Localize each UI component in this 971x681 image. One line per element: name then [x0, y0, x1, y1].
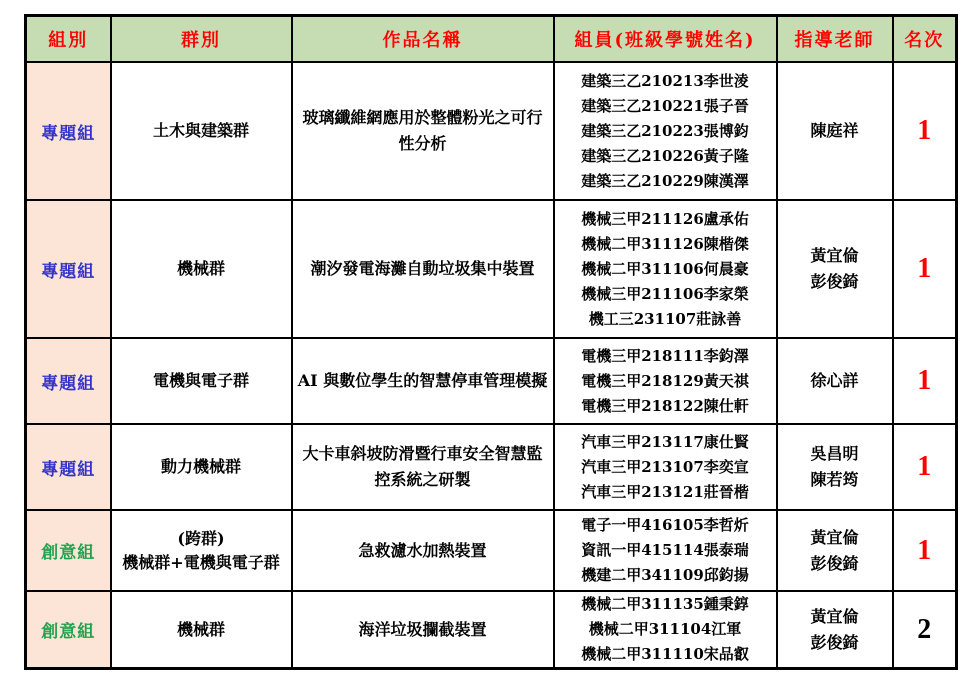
member-line: 機械二甲311126陳楷傑: [581, 234, 749, 253]
work-title-cell: 急救濾水加熱裝置: [292, 510, 554, 591]
group-cell: 專題組: [26, 200, 111, 338]
rank-cell: 1: [893, 200, 957, 338]
member-line: 電機三甲218129黃天祺: [581, 371, 749, 390]
advisor-line: 徐心詳: [810, 371, 859, 390]
advisor-line: 陳庭祥: [810, 121, 859, 140]
rank-cell: 2: [893, 591, 957, 669]
members-cell: [554, 200, 777, 338]
column-header: 指導老師: [777, 16, 893, 63]
category-line: 機械群+電機與電子群: [122, 552, 280, 572]
advisors-cell: [777, 200, 893, 338]
advisors-cell: [777, 510, 893, 591]
table-row: [26, 200, 957, 338]
table-row: [26, 510, 957, 591]
column-header: 作品名稱: [292, 16, 554, 63]
member-line: 建築三乙210229陳漢澤: [581, 171, 749, 190]
rank-cell: 1: [893, 424, 957, 510]
column-header: 組員(班級學號姓名): [554, 16, 777, 63]
advisor-line: 陳若筠: [810, 470, 859, 489]
member-line: 機械三甲211106李家榮: [581, 284, 749, 303]
member-line: 機械二甲311106何晨豪: [581, 259, 749, 278]
group-cell: 專題組: [26, 62, 111, 200]
member-line: 汽車三甲213117康仕賢: [581, 432, 749, 451]
advisor-line: 彭俊錡: [810, 272, 859, 291]
member-line: 建築三乙210223張博鈞: [581, 121, 749, 140]
member-line: 機工三231107莊詠善: [588, 309, 742, 328]
awards-table: [24, 14, 958, 670]
member-line: 機械二甲311110宋品叡: [581, 645, 749, 663]
member-line: 機械二甲311104江軍: [588, 620, 742, 638]
member-line: 電機三甲218111李鈞澤: [581, 346, 749, 365]
table-row: [26, 591, 957, 669]
member-line: 建築三乙210221張子晉: [581, 96, 749, 115]
header-row: [26, 16, 957, 63]
member-line: 汽車三甲213121莊晉楷: [581, 482, 749, 501]
category-line: 土木與建築群: [152, 121, 249, 140]
category-cell: [111, 424, 292, 510]
work-title-cell: 潮汐發電海灘自動垃圾集中裝置: [292, 200, 554, 338]
advisors-cell: [777, 62, 893, 200]
category-line: 機械群: [176, 259, 225, 278]
member-line: 建築三乙210213李世淩: [581, 71, 749, 90]
table-row: [26, 62, 957, 200]
table-row: [26, 338, 957, 424]
advisor-line: 彭俊錡: [810, 632, 859, 652]
column-header: 組別: [26, 16, 111, 63]
members-cell: [554, 338, 777, 424]
category-cell: [111, 510, 292, 591]
member-line: 機械三甲211126盧承佑: [581, 209, 749, 228]
category-line: (跨群): [177, 528, 225, 548]
members-cell: [554, 510, 777, 591]
members-cell: [554, 424, 777, 510]
rank-cell: 1: [893, 510, 957, 591]
category-cell: [111, 591, 292, 669]
group-cell: 創意組: [26, 591, 111, 669]
advisor-line: 彭俊錡: [810, 553, 859, 573]
advisors-cell: [777, 338, 893, 424]
category-cell: [111, 338, 292, 424]
group-cell: 專題組: [26, 424, 111, 510]
member-line: 機械二甲311135鍾秉錞: [581, 595, 749, 613]
rank-cell: 1: [893, 338, 957, 424]
work-title-cell: 大卡車斜坡防滑暨行車安全智慧監控系統之研製: [292, 424, 554, 510]
advisor-line: 黃宜倫: [810, 246, 859, 265]
member-line: 電子一甲416105李哲炘: [581, 516, 749, 534]
rank-cell: 1: [893, 62, 957, 200]
category-line: 動力機械群: [160, 457, 241, 476]
member-line: 資訊一甲415114張泰瑞: [581, 541, 749, 559]
category-line: 機械群: [176, 619, 225, 639]
member-line: 電機三甲218122陳仕軒: [581, 396, 749, 415]
category-cell: [111, 200, 292, 338]
member-line: 建築三乙210226黃子隆: [581, 146, 749, 165]
work-title-cell: 海洋垃圾攔截裝置: [292, 591, 554, 669]
category-line: 電機與電子群: [152, 371, 249, 390]
category-cell: [111, 62, 292, 200]
advisor-line: 黃宜倫: [810, 527, 859, 547]
table-row: [26, 424, 957, 510]
advisors-cell: [777, 591, 893, 669]
work-title-cell: 玻璃纖維網應用於整體粉光之可行性分析: [292, 62, 554, 200]
group-cell: 專題組: [26, 338, 111, 424]
members-cell: [554, 591, 777, 669]
advisors-cell: [777, 424, 893, 510]
advisor-line: 吳昌明: [810, 444, 859, 463]
member-line: 汽車三甲213107李奕宣: [581, 457, 749, 476]
column-header: 名次: [893, 16, 957, 63]
member-line: 機建二甲341109邱鈞揚: [581, 566, 749, 584]
members-cell: [554, 62, 777, 200]
work-title-cell: AI 與數位學生的智慧停車管理模擬: [292, 338, 554, 424]
group-cell: 創意組: [26, 510, 111, 591]
advisor-line: 黃宜倫: [810, 606, 859, 626]
column-header: 群別: [111, 16, 292, 63]
